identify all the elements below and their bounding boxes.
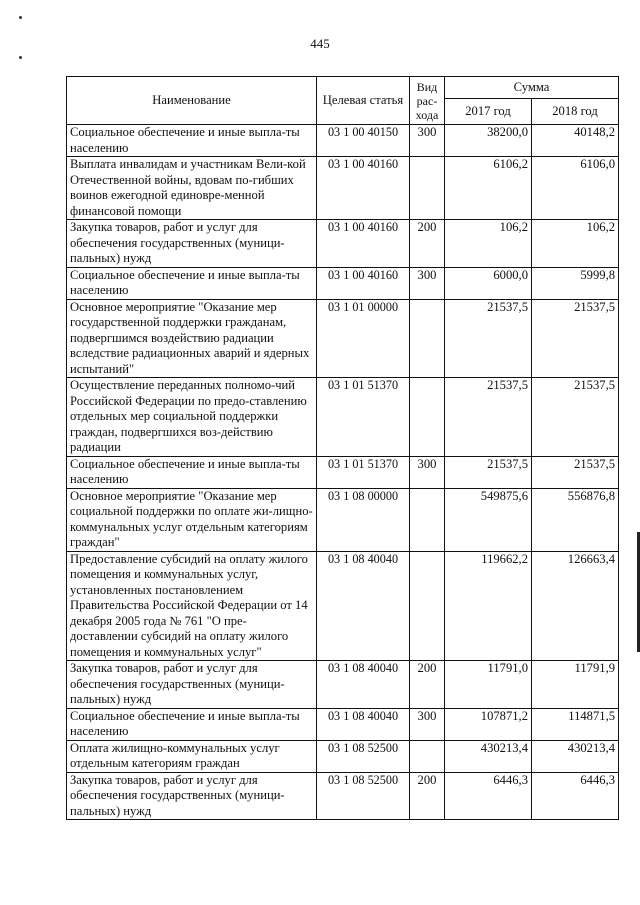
budget-table <box>66 76 619 820</box>
header-expense-type: Вид рас-хода <box>410 77 445 125</box>
row-code: 03 1 08 40040 <box>317 551 410 661</box>
row-name: Оплата жилищно-коммунальных услуг отдельным категориям граждан <box>67 740 317 772</box>
row-2017: 430213,4 <box>445 740 532 772</box>
header-target-article: Целевая статья <box>317 77 410 125</box>
row-name: Выплата инвалидам и участникам Вели-кой Отечественной войны, вдовам по-гибших воинов ежегодной единовре-менной финансовой помощи <box>67 157 317 220</box>
table-row <box>67 661 619 709</box>
row-name: Социальное обеспечение и иные выпла-ты населению <box>67 125 317 157</box>
row-code: 03 1 01 51370 <box>317 456 410 488</box>
row-2017: 106,2 <box>445 220 532 268</box>
row-expense-type: 300 <box>410 125 445 157</box>
row-code: 03 1 01 51370 <box>317 378 410 457</box>
table-row <box>67 267 619 299</box>
row-name: Основное мероприятие "Оказание мер государственной поддержки гражданам, подвергшимся воздействию радиации вследствие радиационных аварий и ядерных испытаний" <box>67 299 317 378</box>
row-name: Закупка товаров, работ и услуг для обеспечения государственных (муници-пальных) нужд <box>67 220 317 268</box>
table-row <box>67 551 619 661</box>
scan-speck <box>19 56 22 59</box>
table-row <box>67 299 619 378</box>
row-name: Социальное обеспечение и иные выпла-ты населению <box>67 456 317 488</box>
row-code: 03 1 08 00000 <box>317 488 410 551</box>
row-expense-type <box>410 299 445 378</box>
row-2018: 21537,5 <box>532 378 619 457</box>
row-code: 03 1 00 40160 <box>317 157 410 220</box>
row-2018: 114871,5 <box>532 708 619 740</box>
row-2017: 11791,0 <box>445 661 532 709</box>
row-name: Закупка товаров, работ и услуг для обеспечения государственных (муници-пальных) нужд <box>67 661 317 709</box>
row-code: 03 1 08 40040 <box>317 661 410 709</box>
row-name: Социальное обеспечение и иные выпла-ты населению <box>67 708 317 740</box>
row-2018: 430213,4 <box>532 740 619 772</box>
row-2017: 21537,5 <box>445 378 532 457</box>
row-name: Социальное обеспечение и иные выпла-ты населению <box>67 267 317 299</box>
row-code: 03 1 00 40160 <box>317 267 410 299</box>
page-number: 445 <box>310 36 330 51</box>
row-expense-type: 300 <box>410 708 445 740</box>
row-2017: 21537,5 <box>445 456 532 488</box>
row-2018: 6106,0 <box>532 157 619 220</box>
table-row <box>67 456 619 488</box>
row-expense-type <box>410 157 445 220</box>
row-2017: 6000,0 <box>445 267 532 299</box>
header-year-2017: 2017 год <box>445 99 532 125</box>
row-code: 03 1 08 52500 <box>317 772 410 820</box>
scan-speck <box>19 16 22 19</box>
row-code: 03 1 00 40160 <box>317 220 410 268</box>
row-2017: 107871,2 <box>445 708 532 740</box>
row-name: Осуществление переданных полномо-чий Российской Федерации по предо-ставлению отдельных мер социальной поддержки граждан, подвергшихся воз-действию радиации <box>67 378 317 457</box>
row-expense-type <box>410 551 445 661</box>
table-row <box>67 220 619 268</box>
row-2017: 6446,3 <box>445 772 532 820</box>
row-2018: 5999,8 <box>532 267 619 299</box>
row-2018: 6446,3 <box>532 772 619 820</box>
row-expense-type: 300 <box>410 456 445 488</box>
table-row <box>67 740 619 772</box>
row-code: 03 1 08 40040 <box>317 708 410 740</box>
row-name: Основное мероприятие "Оказание мер социальной поддержки по оплате жи-лищно-коммунальных услуг отдельным категориям граждан" <box>67 488 317 551</box>
table-row <box>67 125 619 157</box>
table-row <box>67 772 619 820</box>
row-2017: 549875,6 <box>445 488 532 551</box>
row-2018: 40148,2 <box>532 125 619 157</box>
row-2017: 38200,0 <box>445 125 532 157</box>
row-2018: 21537,5 <box>532 299 619 378</box>
header-name: Наименование <box>67 77 317 125</box>
row-expense-type <box>410 488 445 551</box>
table-row <box>67 157 619 220</box>
row-name: Закупка товаров, работ и услуг для обеспечения государственных (муници-пальных) нужд <box>67 772 317 820</box>
row-expense-type: 200 <box>410 772 445 820</box>
row-2017: 21537,5 <box>445 299 532 378</box>
row-2017: 6106,2 <box>445 157 532 220</box>
row-2018: 11791,9 <box>532 661 619 709</box>
row-2018: 106,2 <box>532 220 619 268</box>
row-expense-type: 300 <box>410 267 445 299</box>
row-expense-type: 200 <box>410 661 445 709</box>
row-code: 03 1 01 00000 <box>317 299 410 378</box>
row-2017: 119662,2 <box>445 551 532 661</box>
row-expense-type: 200 <box>410 220 445 268</box>
row-2018: 126663,4 <box>532 551 619 661</box>
header-sum: Сумма <box>445 77 619 99</box>
row-expense-type <box>410 378 445 457</box>
header-year-2018: 2018 год <box>532 99 619 125</box>
row-code: 03 1 00 40150 <box>317 125 410 157</box>
row-2018: 21537,5 <box>532 456 619 488</box>
row-name: Предоставление субсидий на оплату жилого помещения и коммунальных услуг, установленных постановлением Правительства Российской Федерации от 14 декабря 2005 года № 761 "О пре-доставлении субсидий на оплату жилого помещения и коммунальных услуг" <box>67 551 317 661</box>
table-row <box>67 378 619 457</box>
table-row <box>67 488 619 551</box>
row-2018: 556876,8 <box>532 488 619 551</box>
row-expense-type <box>410 740 445 772</box>
row-code: 03 1 08 52500 <box>317 740 410 772</box>
table-row <box>67 708 619 740</box>
